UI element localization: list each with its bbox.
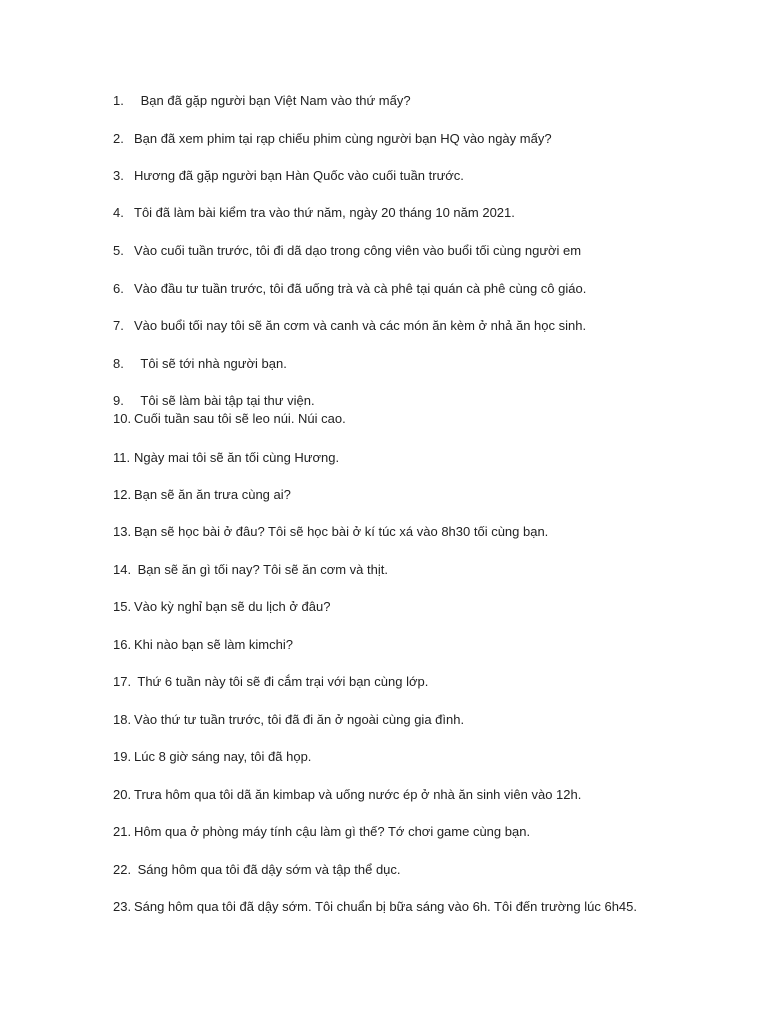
item-number: 13. [113, 524, 132, 539]
item-text: Tôi đã làm bài kiểm tra vào thứ năm, ngày 20 tháng 10 năm 2021. [134, 205, 515, 220]
item-text: Sáng hôm qua tôi đã dậy sớm và tập thể dục. [134, 862, 401, 877]
item-text: Bạn sẽ ăn ăn trưa cùng ai? [134, 487, 291, 502]
item-number: 12. [113, 487, 132, 502]
item-text: Bạn đã xem phim tại rạp chiếu phim cùng người bạn HQ vào ngày mấy? [134, 131, 552, 146]
item-number: 4. [113, 205, 124, 220]
list-item [113, 130, 552, 148]
item-number: 5. [113, 243, 124, 258]
item-number: 6. [113, 281, 124, 296]
item-number: 19. [113, 749, 132, 764]
list-item [113, 355, 287, 373]
item-text: Ngày mai tôi sẽ ăn tối cùng Hương. [134, 450, 340, 465]
item-text: Hôm qua ở phòng máy tính cậu làm gì thế? Tớ chơi game cùng bạn. [134, 824, 531, 839]
item-text: Trưa hôm qua tôi dã ăn kimbap và uống nước ép ở nhà ăn sinh viên vào 12h. [134, 787, 582, 802]
list-item [113, 410, 346, 428]
item-text: Vào buổi tối nay tôi sẽ ăn cơm và canh và các món ăn kèm ở nhả ăn học sinh. [134, 318, 587, 333]
item-text: Vào thứ tư tuần trước, tôi đã đi ăn ở ngoài cùng gia đình. [134, 712, 465, 727]
item-text: Thứ 6 tuần này tôi sẽ đi cắm trại với bạn cùng lớp. [134, 674, 429, 689]
list-item [113, 392, 315, 410]
list-item [113, 861, 401, 879]
item-text: Tôi sẽ tới nhà người bạn. [137, 356, 287, 371]
list-item [113, 823, 530, 841]
item-text: Bạn đã gặp người bạn Việt Nam vào thứ mấy? [137, 93, 411, 108]
item-number: 2. [113, 131, 124, 146]
item-text: Vào kỳ nghỉ bạn sẽ du lịch ở đâu? [134, 599, 331, 614]
item-number: 23. [113, 899, 132, 914]
list-item [113, 636, 293, 654]
list-item [113, 280, 586, 298]
list-item [113, 242, 581, 260]
item-text: Cuối tuần sau tôi sẽ leo núi. Núi cao. [134, 411, 346, 426]
list-item [113, 449, 339, 467]
item-number: 18. [113, 712, 132, 727]
list-item [113, 748, 311, 766]
item-text: Vào đầu tư tuần trước, tôi đã uống trà và cà phê tại quán cà phê cùng cô giáo. [134, 281, 587, 296]
list-item [113, 167, 464, 185]
list-item [113, 204, 515, 222]
item-number: 21. [113, 824, 132, 839]
item-number: 1. [113, 93, 124, 108]
item-number: 7. [113, 318, 124, 333]
list-item [113, 92, 411, 110]
item-number: 22. [113, 862, 132, 877]
item-number: 8. [113, 356, 124, 371]
item-number: 9. [113, 393, 124, 408]
list-item [113, 598, 330, 616]
item-text: Hương đã gặp người bạn Hàn Quốc vào cuối tuần trước. [134, 168, 464, 183]
list-item [113, 523, 548, 541]
item-number: 16. [113, 637, 132, 652]
item-number: 14. [113, 562, 132, 577]
item-text: Tôi sẽ làm bài tập tại thư viện. [137, 393, 315, 408]
item-number: 17. [113, 674, 132, 689]
item-number: 15. [113, 599, 132, 614]
item-text: Bạn sẽ học bài ở đâu? Tôi sẽ học bài ở kí túc xá vào 8h30 tối cùng bạn. [134, 524, 549, 539]
list-item [113, 786, 581, 804]
list-item [113, 673, 428, 691]
list-item [113, 561, 388, 579]
item-text: Vào cuối tuần trước, tôi đi dã dạo trong công viên vào buổi tối cùng người em [134, 243, 582, 258]
item-number: 11. [113, 450, 131, 465]
item-text: Lúc 8 giờ sáng nay, tôi đã họp. [134, 749, 312, 764]
item-number: 20. [113, 787, 132, 802]
list-item [113, 486, 291, 504]
list-item [113, 898, 637, 916]
list-item [113, 711, 464, 729]
item-text: Khi nào bạn sẽ làm kimchi? [134, 637, 293, 652]
list-item [113, 317, 586, 335]
item-number: 3. [113, 168, 124, 183]
item-text: Sáng hôm qua tôi đã dậy sớm. Tôi chuẩn bị bữa sáng vào 6h. Tôi đến trường lúc 6h45. [134, 899, 638, 914]
item-text: Bạn sẽ ăn gì tối nay? Tôi sẽ ăn cơm và thịt. [134, 562, 388, 577]
item-number: 10. [113, 411, 132, 426]
